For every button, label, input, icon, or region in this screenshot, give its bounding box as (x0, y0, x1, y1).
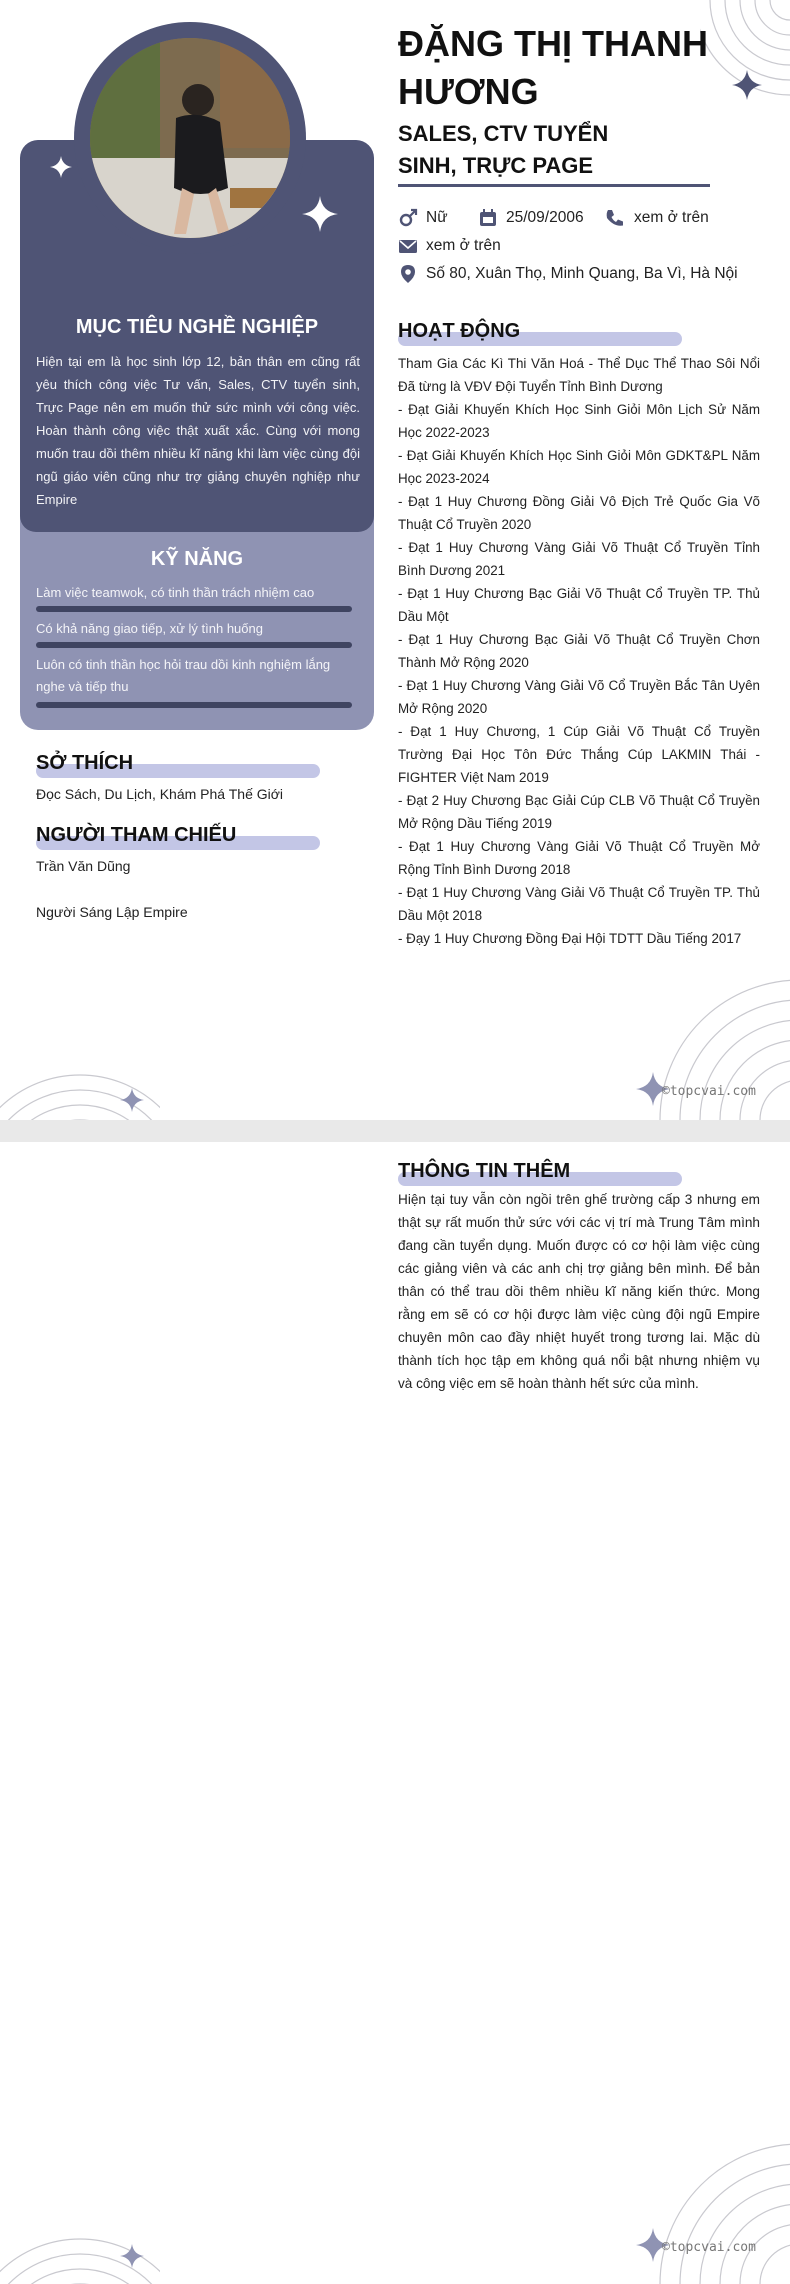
birthday-row (478, 208, 584, 228)
watermark: ©topcvai.com (662, 2240, 756, 2255)
reference-heading: NGƯỜI THAM CHIẾU (36, 824, 237, 846)
activity-item: - Đạt 1 Huy Chương Vàng Giải Võ Thuật Cổ Truyền Tỉnh Bình Dương 2021 (398, 540, 760, 578)
skill-item: Làm việc teamwok, có tinh thần trách nhiệm cao (36, 585, 315, 600)
activity-item: - Đạt 2 Huy Chương Bạc Giải Cúp CLB Võ Thuật Cổ Truyền Mở Rộng Dầu Tiếng 2019 (398, 793, 760, 831)
avatar (90, 38, 290, 238)
candidate-name (398, 20, 708, 116)
address-value: Số 80, Xuân Thọ, Minh Quang, Ba Vì, Hà Nội (426, 265, 738, 282)
hobbies-text: Đọc Sách, Du Lịch, Khám Phá Thế Giới (36, 786, 284, 802)
phone-value: xem ở trên (634, 209, 709, 226)
cv-page-1 (0, 0, 790, 1120)
skill-bar (36, 702, 352, 708)
mail-icon (398, 236, 418, 256)
candidate-name-line: HƯƠNG (398, 71, 539, 112)
job-title (398, 118, 608, 182)
skill-item: Có khả năng giao tiếp, xử lý tình huống (36, 621, 263, 636)
skill-bar (36, 606, 352, 612)
gender-icon (398, 208, 418, 228)
phone-row (604, 208, 709, 228)
activity-item: - Đạt 1 Huy Chương Vàng Giải Võ Thuật Cổ Truyền TP. Thủ Dầu Một 2018 (398, 885, 760, 923)
calendar-icon (478, 208, 498, 228)
gender-row (398, 208, 448, 228)
sparkle-icon (120, 2244, 144, 2268)
skills-heading: KỸ NĂNG (150, 548, 244, 570)
hobbies-heading: SỞ THÍCH (36, 752, 134, 774)
reference-role: Người Sáng Lập Empire (36, 904, 188, 920)
sparkle-icon (732, 70, 762, 100)
activities-list (398, 352, 760, 950)
location-pin-icon (398, 264, 418, 284)
birthday-value: 25/09/2006 (506, 209, 584, 226)
avatar-photo (90, 38, 290, 238)
activity-item: - Đạt 1 Huy Chương Vàng Giải Võ Thuật Cổ Truyền Mở Rộng Tỉnh Bình Dương 2018 (398, 839, 760, 877)
candidate-name-line: ĐẶNG THỊ THANH (398, 23, 708, 64)
gender-value: Nữ (426, 209, 448, 226)
more-info-text: Hiện tại tuy vẫn còn ngồi trên ghế trường cấp 3 nhưng em thật sự rất muốn thử sức với các vị trí mà Trung Tâm mình đang cần tuyển dụng. Muốn được có cơ hội làm việc cùng các giảng viên và các anh chị trợ giảng bên mình. Để bản thân có thể trau dồi thêm nhiều kĩ năng kiến thức. Mong rằng em sẽ có cơ hội được làm việc cùng đội ngũ Empire chuyên môn cao đầy nhiệt huyết trong tương lai. Mặc dù thành tích học tập em không quá nổi bật nhưng nhiệm vụ và công việc em sẽ hoàn thành hết sức của mình. (398, 1192, 760, 1391)
activities-heading: HOẠT ĐỘNG (398, 320, 521, 342)
activity-item: - Đạy 1 Huy Chương Đồng Đại Hội TDTT Dầu Tiếng 2017 (398, 931, 742, 946)
activity-item: - Đạt Giải Khuyến Khích Học Sinh Giỏi Môn GDKT&PL Năm Học 2023-2024 (398, 448, 760, 486)
activity-item: - Đạt 1 Huy Chương Đồng Giải Vô Địch Trẻ Quốc Gia Võ Thuật Cổ Truyền 2020 (398, 494, 760, 532)
reference-name: Trần Văn Dũng (36, 858, 131, 874)
activity-item: - Đạt 1 Huy Chương, 1 Cúp Giải Võ Thuật Cổ Truyền Trường Đại Học Tôn Đức Thắng Cúp LAKMIN Thái - FIGHTER Việt Nam 2019 (398, 724, 760, 785)
activity-item: - Đạt 1 Huy Chương Bạc Giải Võ Thuật Cổ Truyền Chơn Thành Mở Rộng 2020 (398, 632, 760, 670)
phone-icon (604, 208, 626, 228)
activity-item: - Đạt 1 Huy Chương Vàng Giải Võ Cổ Truyền Bắc Tân Uyên Mở Rộng 2020 (398, 678, 760, 716)
watermark: ©topcvai.com (662, 1084, 756, 1099)
activity-item: Tham Gia Các Kì Thi Văn Hoá - Thể Dục Thể Thao Sôi Nổi Đã từng là VĐV Đội Tuyển Tỉnh Bình Dương (398, 356, 760, 394)
more-info-heading: THÔNG TIN THÊM (398, 1160, 571, 1182)
email-row (398, 236, 501, 256)
decorative-arcs-bottom-right (650, 2124, 790, 2284)
sparkle-icon (120, 1088, 144, 1112)
skill-bar (36, 642, 352, 648)
header-divider (398, 184, 710, 187)
job-title-line: SINH, TRỰC PAGE (398, 153, 594, 178)
activity-item: - Đạt Giải Khuyến Khích Học Sinh Giỏi Môn Lịch Sử Năm Học 2022-2023 (398, 402, 760, 440)
activity-item: - Đạt 1 Huy Chương Bạc Giải Võ Thuật Cổ Truyền TP. Thủ Dầu Một (398, 586, 760, 624)
objective-text: Hiện tại em là học sinh lớp 12, bản thân em cũng rất yêu thích công việc Tư vấn, Sales, CTV tuyển sinh, Trực Page nên em muốn thử sức mình với công việc. Hoàn thành công việc thật xuất xắc. Cùng với mong muốn trau dồi thêm nhiều kĩ năng khi làm việc cùng đội ngũ giáo viên cũng như trợ giảng chuyên nghiệp như Empire (36, 354, 360, 507)
job-title-line: SALES, CTV TUYỂN (398, 121, 609, 146)
sparkle-icon (302, 196, 338, 232)
sparkle-icon (50, 156, 72, 178)
skill-item: Luôn có tinh thần học hỏi trau dồi kinh nghiệm lắng nghe và tiếp thu (36, 657, 331, 694)
objective-heading: MỤC TIÊU NGHỀ NGHIỆP (75, 316, 319, 338)
address-row (398, 264, 738, 284)
email-value: xem ở trên (426, 237, 501, 254)
